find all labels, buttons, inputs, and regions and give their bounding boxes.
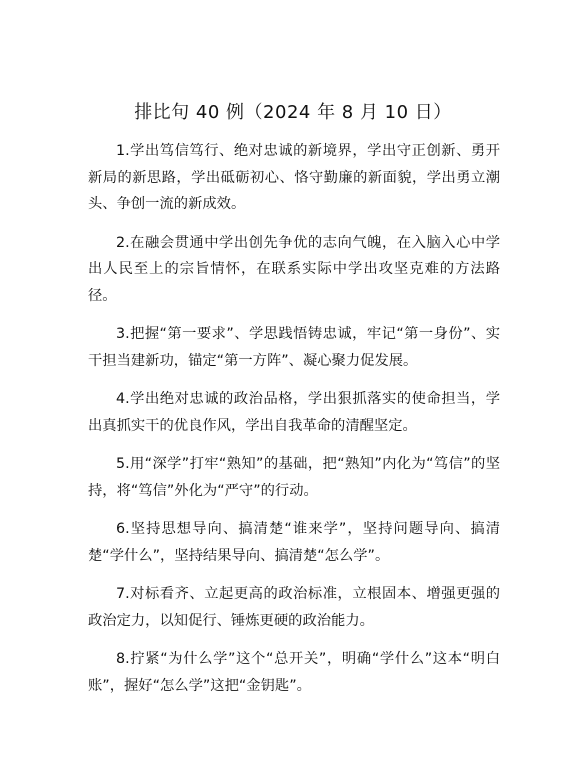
paragraph-3: 3.把握“第一要求”、学思践悟铸忠诚，牢记“第一身份”、实干担当建新功，锚定“第一方阵”、凝心聚力促发展。 [88,326,500,369]
paragraph-7: 7.对标看齐、立起更高的政治标准，立根固本、增强更强的政治定力，以知促行、锤炼更硬的政治能力。 [88,586,500,629]
paragraph-4: 4.学出绝对忠诚的政治品格，学出狠抓落实的使命担当，学出真抓实干的优良作风，学出自我革命的清醒坚定。 [88,391,500,434]
paragraph-6: 6.坚持思想导向、搞清楚“谁来学”，坚持问题导向、搞清楚“学什么”，坚持结果导向、搞清楚“怎么学”。 [88,521,500,564]
document-title: 排比句 40 例（2024 年 8 月 10 日） [134,102,452,123]
paragraph-5: 5.用“深学”打牢“熟知”的基础，把“熟知”内化为“笃信”的坚持，将“笃信”外化为“严守”的行动。 [88,456,500,499]
paragraph-1: 1.学出笃信笃行、绝对忠诚的新境界，学出守正创新、勇开新局的新思路，学出砥砺初心、恪守勤廉的新面貌，学出勇立潮头、争创一流的新成效。 [88,143,500,212]
paragraph-8: 8.拧紧“为什么学”这个“总开关”，明确“学什么”这本“明白账”，握好“怎么学”这把“金钥匙”。 [88,651,500,694]
paragraph-2: 2.在融会贯通中学出创先争优的志向气魄，在入脑入心中学出人民至上的宗旨情怀，在联系实际中学出攻坚克难的方法路径。 [88,234,500,304]
document-body [88,138,500,711]
